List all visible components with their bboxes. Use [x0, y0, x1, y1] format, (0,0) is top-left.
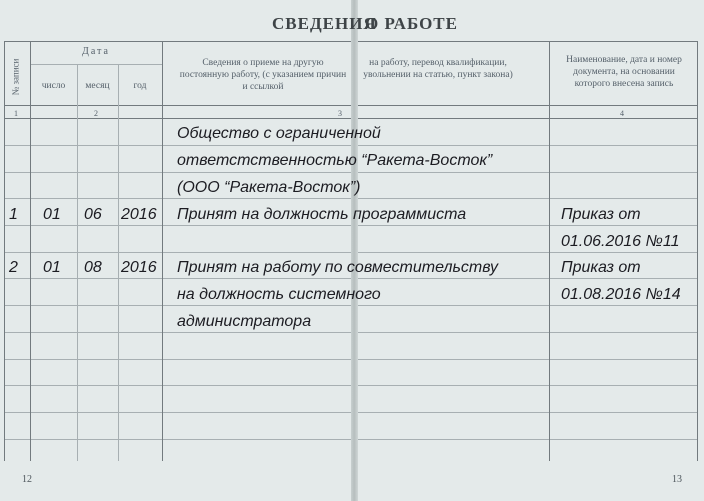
entry-2-info-line-1: Принят на работу по совместительству — [177, 259, 499, 276]
day-header: число — [41, 81, 66, 91]
entry-2-month: 08 — [84, 259, 102, 276]
entry-2-doc-line-2: 01.08.2016 №14 — [561, 286, 681, 303]
table-row-line — [358, 359, 698, 360]
entry-1-month: 06 — [84, 206, 102, 223]
entry-2-year: 2016 — [121, 259, 157, 276]
entry-2-day: 01 — [43, 259, 61, 276]
month-header: месяц — [85, 81, 110, 91]
page-number-left: 12 — [22, 474, 32, 485]
table-row-line — [358, 385, 698, 386]
entry-2-doc-line-1: Приказ от — [561, 259, 641, 276]
table-row-line — [4, 198, 351, 199]
table-row-line — [4, 385, 351, 386]
entry-2-number: 2 — [9, 259, 18, 276]
title-left: СВЕДЕНИЯ — [272, 14, 377, 33]
info-header-right: на работу, перевод квалификации, увольнении на статью, пункт закона) — [363, 58, 513, 80]
table-row-line — [358, 198, 698, 199]
document-header: Наименование, дата и номер документа, на основании которого внесена запись — [566, 55, 682, 89]
company-name-line-1: Общество с ограниченной — [177, 125, 381, 142]
entry-1-doc-line-1: Приказ от — [561, 206, 641, 223]
entry-2-info-line-2: на должность системного — [177, 286, 381, 303]
table-row-line — [358, 278, 698, 279]
table-row-line — [4, 252, 351, 253]
table-row-line — [4, 439, 351, 440]
entry-1-doc-line-2: 01.06.2016 №11 — [561, 233, 680, 250]
column-number-2: 2 — [94, 109, 98, 118]
page-number-right: 13 — [672, 474, 682, 485]
table-row-line — [358, 332, 698, 333]
table-row-line — [4, 278, 351, 279]
date-subheader-line — [30, 64, 162, 65]
table-row-line — [358, 252, 698, 253]
record-no-column-line — [30, 41, 31, 461]
entry-1-info: Принят на должность программиста — [177, 206, 467, 223]
colnum-bottom-border-right — [358, 118, 698, 119]
table-row-line — [4, 332, 351, 333]
header-bottom-border-right — [358, 105, 698, 106]
table-row-line — [358, 145, 698, 146]
table-right-border — [697, 41, 698, 461]
colnum-bottom-border-left — [4, 118, 351, 119]
table-row-line — [4, 145, 351, 146]
table-row-line — [4, 305, 351, 306]
entry-1-day: 01 — [43, 206, 61, 223]
table-row-line — [4, 412, 351, 413]
table-row-line — [358, 412, 698, 413]
entry-2-info-line-3: администратора — [177, 313, 312, 330]
entry-1-number: 1 — [9, 206, 18, 223]
book-spine — [351, 0, 358, 501]
record-no-header: № записи — [10, 58, 20, 96]
entry-1-year: 2016 — [121, 206, 157, 223]
date-column-line — [162, 41, 163, 461]
table-row-line — [4, 359, 351, 360]
table-row-line — [358, 305, 698, 306]
table-top-border-left — [4, 41, 351, 42]
header-bottom-border-left — [4, 105, 351, 106]
table-top-border-right — [358, 41, 698, 42]
table-row-line — [358, 172, 698, 173]
table-row-line — [4, 225, 351, 226]
table-row-line — [358, 439, 698, 440]
title-right: О РАБОТЕ — [365, 14, 458, 33]
year-header: год — [133, 81, 147, 91]
document-column-line — [549, 41, 550, 461]
day-column-line — [77, 64, 78, 461]
company-name-line-3: (ООО “Ракета-Восток”) — [177, 179, 361, 196]
table-row-line — [358, 225, 698, 226]
column-number-4: 4 — [620, 109, 624, 118]
month-column-line — [118, 64, 119, 461]
info-header-left: Сведения о приеме на другую постоянную работу, (с указанием причин и ссылкой — [179, 58, 347, 92]
column-number-1: 1 — [14, 109, 18, 118]
company-name-line-2: ответстственностью “Ракета-Восток” — [177, 152, 493, 169]
table-row-line — [4, 172, 351, 173]
column-number-3: 3 — [338, 109, 342, 118]
date-header: Дата — [82, 46, 110, 57]
